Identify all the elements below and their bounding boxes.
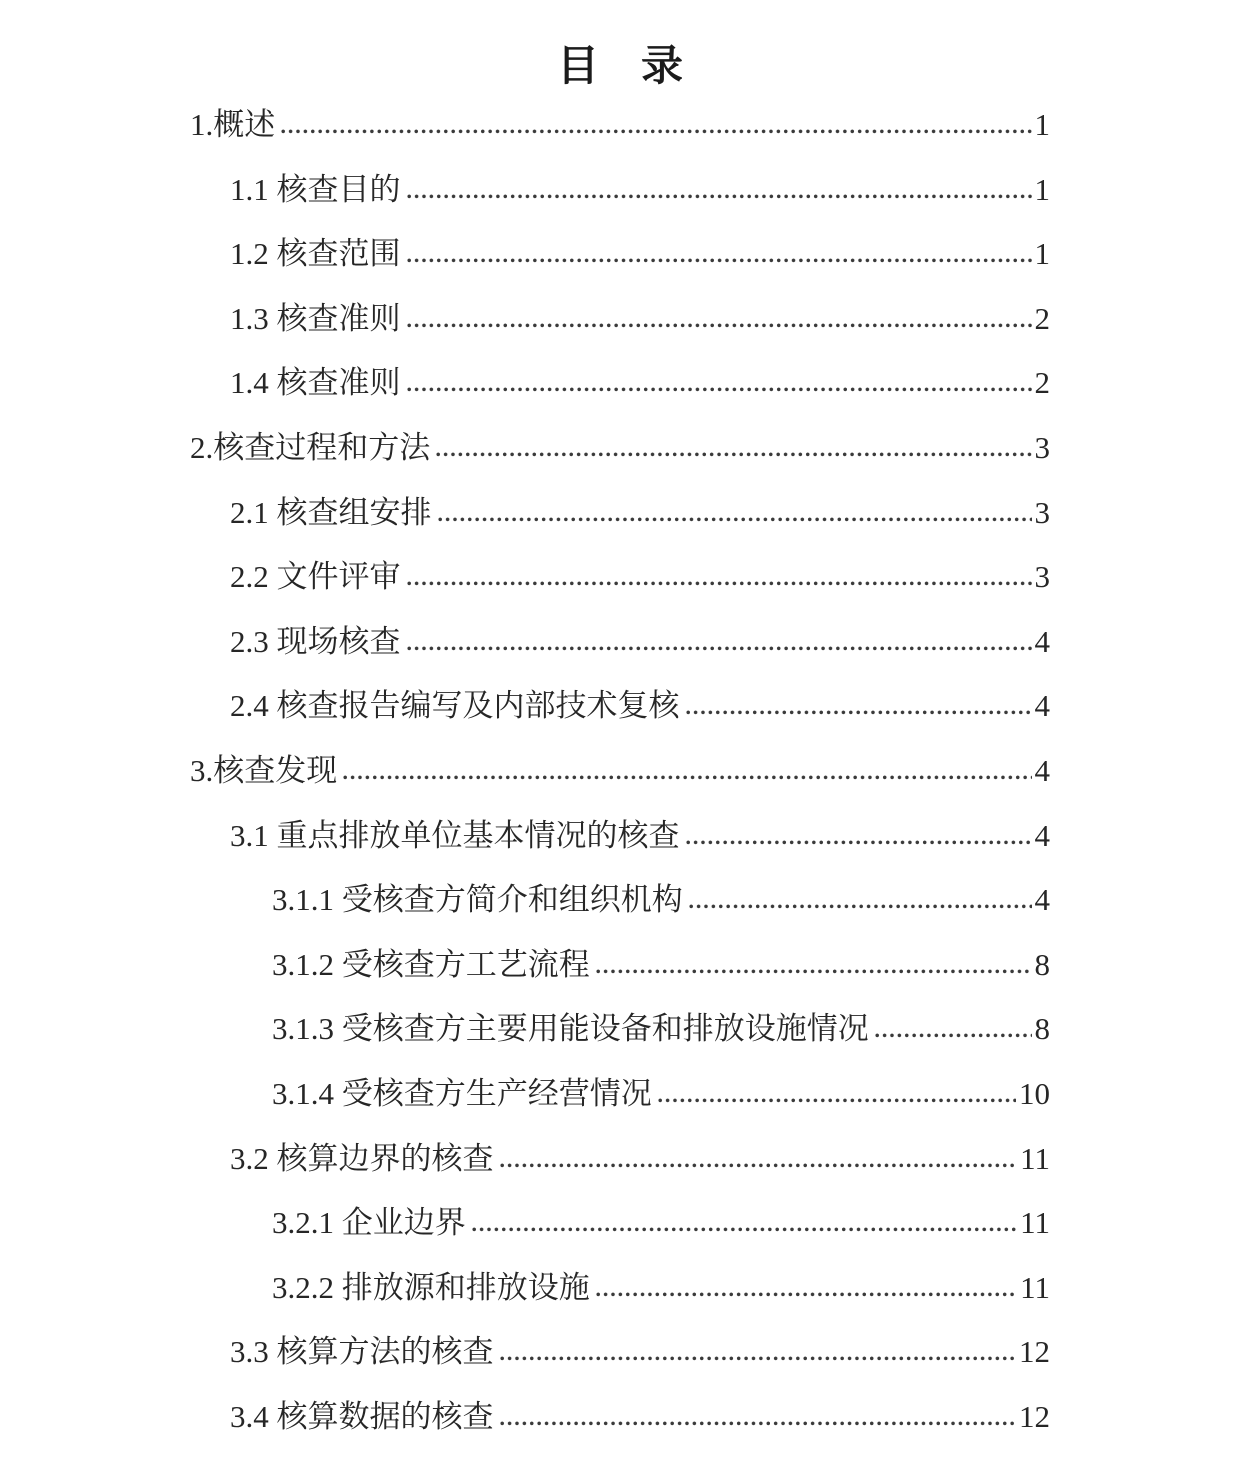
dot-leader: [407, 194, 1032, 199]
toc-row: [190, 1400, 1050, 1433]
table-of-contents: [190, 108, 1050, 1433]
toc-entry-label: 2.核查过程和方法: [190, 429, 431, 465]
toc-row: [190, 1206, 1050, 1239]
dot-leader: [658, 1098, 1016, 1103]
dot-leader: [500, 1356, 1017, 1361]
dot-leader: [281, 129, 1031, 134]
toc-entry-label: 3.1 重点排放单位基本情况的核查: [230, 817, 680, 853]
toc-entry-page-number: 12: [1019, 1334, 1050, 1370]
toc-entry-label: 3.1.1 受核查方简介和组织机构: [272, 882, 683, 918]
toc-row: [190, 496, 1050, 529]
toc-entry-page-number: 2: [1034, 365, 1050, 401]
toc-entry-page-number: 4: [1034, 817, 1050, 853]
toc-entry-page-number: 3: [1034, 494, 1050, 530]
dot-leader: [686, 840, 1032, 845]
dot-leader: [500, 1163, 1018, 1168]
toc-entry-page-number: 1: [1034, 236, 1050, 272]
toc-row: [190, 1271, 1050, 1304]
toc-entry-label: 1.4 核查准则: [230, 365, 401, 401]
dot-leader: [407, 258, 1032, 263]
toc-entry-page-number: 11: [1020, 1140, 1050, 1176]
toc-entry-label: 3.3 核算方法的核查: [230, 1334, 494, 1370]
dot-leader: [689, 904, 1032, 909]
dot-leader: [407, 581, 1032, 586]
toc-entry-page-number: 12: [1019, 1398, 1050, 1434]
toc-entry-page-number: 3: [1034, 429, 1050, 465]
toc-entry-page-number: 11: [1020, 1269, 1050, 1305]
toc-entry-page-number: 8: [1034, 946, 1050, 982]
toc-entry-page-number: 8: [1034, 1011, 1050, 1047]
dot-leader: [407, 646, 1032, 651]
toc-entry-label: 3.2 核算边界的核查: [230, 1140, 494, 1176]
toc-row: [190, 1012, 1050, 1045]
toc-entry-label: 3.1.2 受核查方工艺流程: [272, 946, 590, 982]
toc-entry-page-number: 4: [1034, 688, 1050, 724]
toc-row: [190, 302, 1050, 335]
toc-row: [190, 948, 1050, 981]
toc-entry-page-number: 4: [1034, 882, 1050, 918]
toc-row: [190, 560, 1050, 593]
toc-entry-label: 2.1 核查组安排: [230, 494, 432, 530]
dot-leader: [686, 710, 1032, 715]
toc-row: [190, 1077, 1050, 1110]
toc-entry-page-number: 11: [1020, 1205, 1050, 1241]
toc-entry-label: 3.1.3 受核查方主要用能设备和排放设施情况: [272, 1011, 869, 1047]
dot-leader: [875, 1033, 1032, 1038]
toc-entry-label: 1.3 核查准则: [230, 300, 401, 336]
toc-entry-page-number: 3: [1034, 559, 1050, 595]
toc-row: [190, 689, 1050, 722]
toc-entry-label: 2.2 文件评审: [230, 559, 401, 595]
toc-row: [190, 625, 1050, 658]
dot-leader: [596, 969, 1032, 974]
toc-row: [190, 431, 1050, 464]
dot-leader: [472, 1227, 1017, 1232]
toc-row: [190, 1335, 1050, 1368]
toc-entry-label: 3.2.2 排放源和排放设施: [272, 1269, 590, 1305]
dot-leader: [407, 387, 1032, 392]
toc-entry-page-number: 10: [1019, 1075, 1050, 1111]
dot-leader: [500, 1421, 1017, 1426]
toc-row: [190, 366, 1050, 399]
toc-row: [190, 108, 1050, 141]
page-title: 目 录: [556, 44, 683, 90]
dot-leader: [407, 323, 1032, 328]
toc-row: [190, 237, 1050, 270]
toc-row: [190, 173, 1050, 206]
dot-leader: [343, 775, 1031, 780]
toc-entry-label: 3.核查发现: [190, 752, 338, 788]
toc-entry-page-number: 4: [1034, 752, 1050, 788]
toc-entry-label: 1.1 核查目的: [230, 171, 401, 207]
dot-leader: [436, 452, 1031, 457]
toc-entry-label: 1.2 核查范围: [230, 236, 401, 272]
toc-entry-page-number: 2: [1034, 300, 1050, 336]
toc-row: [190, 819, 1050, 852]
toc-row: [190, 754, 1050, 787]
toc-entry-label: 3.1.4 受核查方生产经营情况: [272, 1075, 652, 1111]
toc-entry-label: 3.4 核算数据的核查: [230, 1398, 494, 1434]
dot-leader: [596, 1292, 1017, 1297]
toc-row: [190, 1142, 1050, 1175]
toc-entry-page-number: 1: [1034, 107, 1050, 142]
toc-entry-label: 2.3 现场核查: [230, 623, 401, 659]
toc-entry-page-number: 4: [1034, 623, 1050, 659]
toc-entry-label: 1.概述: [190, 107, 276, 142]
dot-leader: [438, 517, 1032, 522]
toc-row: [190, 883, 1050, 916]
toc-entry-label: 2.4 核查报告编写及内部技术复核: [230, 688, 680, 724]
toc-entry-label: 3.2.1 企业边界: [272, 1205, 466, 1241]
toc-entry-page-number: 1: [1034, 171, 1050, 207]
